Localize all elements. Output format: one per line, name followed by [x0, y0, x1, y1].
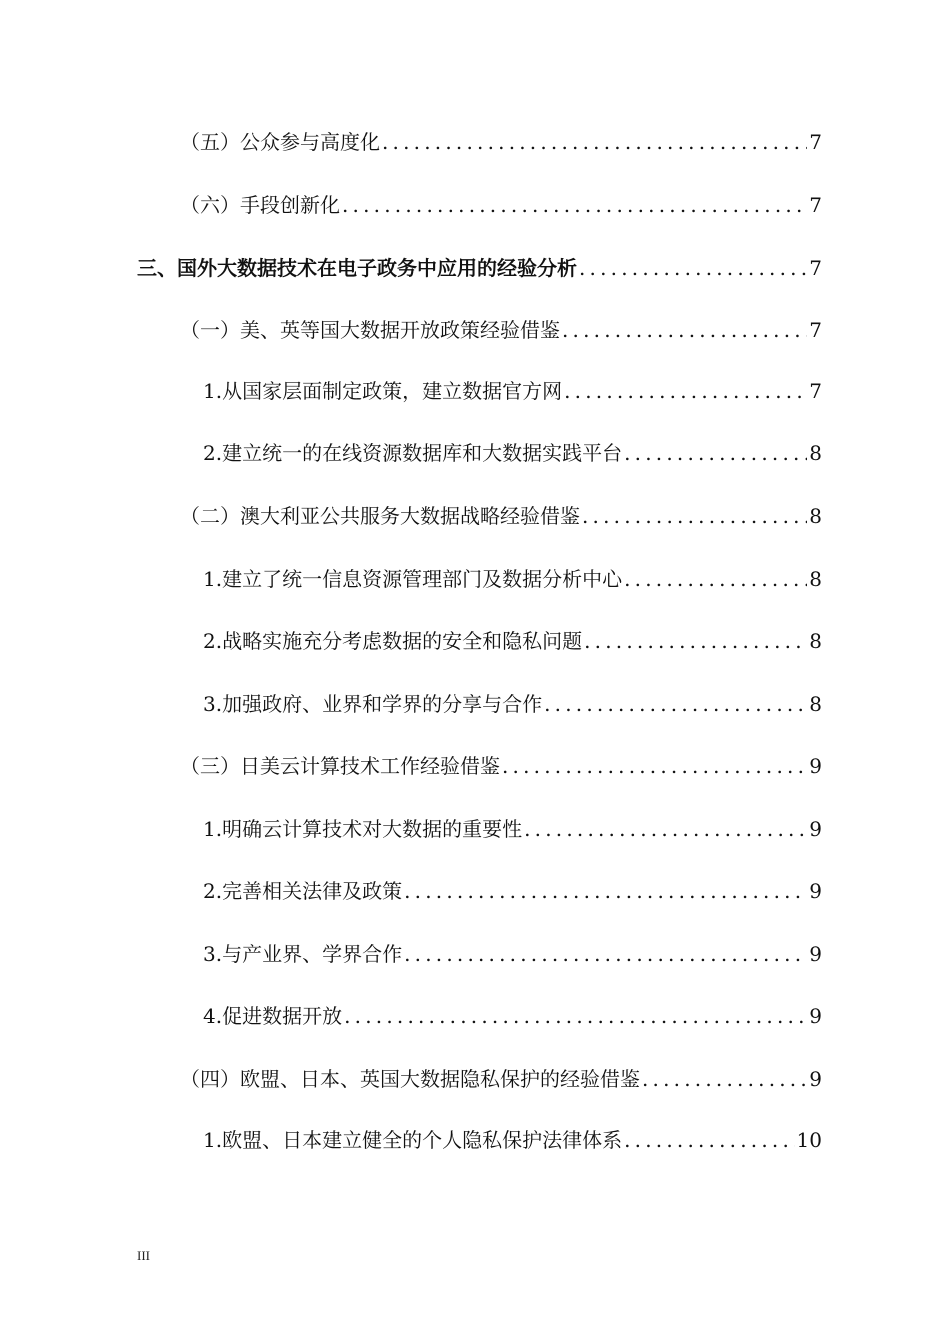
toc-entry-title: （二）澳大利亚公共服务大数据战略经验借鉴	[180, 504, 580, 528]
dot-leader	[624, 565, 807, 593]
toc-entry-title: （四）欧盟、日本、英国大数据隐私保护的经验借鉴	[180, 1067, 640, 1091]
toc-entry-title: 2.建立统一的在线资源数据库和大数据实践平台	[203, 441, 623, 465]
dot-leader	[382, 128, 807, 156]
dot-leader	[564, 377, 807, 405]
toc-page-number: 8	[809, 441, 822, 465]
toc-entry-title: （五）公众参与高度化	[180, 130, 380, 154]
toc-entry[interactable]	[180, 128, 822, 156]
toc-page-number: 9	[809, 879, 822, 903]
toc-entry-title: 4.促进数据开放	[203, 1004, 343, 1028]
toc-page-number: 7	[809, 379, 822, 403]
toc-subentry[interactable]	[203, 1002, 822, 1030]
toc-entry[interactable]	[180, 1065, 822, 1093]
page-number-footer: III	[137, 1248, 150, 1263]
toc-entry[interactable]	[180, 752, 822, 780]
toc-page-number: 9	[809, 942, 822, 966]
toc-subentry[interactable]	[203, 377, 822, 405]
toc-entry-title: 3.加强政府、业界和学界的分享与合作	[203, 692, 543, 716]
toc-entry-title: 三、国外大数据技术在电子政务中应用的经验分析	[137, 256, 577, 280]
toc-page-number: 9	[809, 754, 822, 778]
dot-leader	[582, 502, 807, 530]
toc-page-number: 7	[809, 193, 822, 217]
toc-entry[interactable]	[180, 191, 822, 219]
dot-leader	[642, 1065, 807, 1093]
dot-leader	[562, 316, 807, 344]
toc-page-number: 9	[809, 1004, 822, 1028]
toc-subentry[interactable]	[203, 1126, 822, 1154]
toc-page-number: 9	[809, 1067, 822, 1091]
toc-entry-title: 1.欧盟、日本建立健全的个人隐私保护法律体系	[203, 1128, 623, 1152]
toc-entry[interactable]	[180, 316, 822, 344]
toc-subentry[interactable]	[203, 627, 822, 655]
dot-leader	[404, 877, 807, 905]
toc-page-number: 8	[809, 692, 822, 716]
toc-entry-title: 2.完善相关法律及政策	[203, 879, 403, 903]
toc-entry-title: （一）美、英等国大数据开放政策经验借鉴	[180, 318, 560, 342]
dot-leader	[342, 191, 807, 219]
toc-entry[interactable]	[180, 502, 822, 530]
toc-entry-title: 1.从国家层面制定政策，建立数据官方网	[203, 379, 563, 403]
toc-subentry[interactable]	[203, 439, 822, 467]
toc-page-number: 9	[809, 817, 822, 841]
toc-subentry[interactable]	[203, 815, 822, 843]
toc-page-number: 8	[809, 629, 822, 653]
dot-leader	[579, 254, 807, 282]
toc-entry-title: 1.建立了统一信息资源管理部门及数据分析中心	[203, 567, 623, 591]
toc-entry-title: （六）手段创新化	[180, 193, 340, 217]
toc-page-number: 7	[809, 130, 822, 154]
dot-leader	[624, 1126, 794, 1154]
toc-entry-title: 1.明确云计算技术对大数据的重要性	[203, 817, 523, 841]
toc-subentry[interactable]	[203, 877, 822, 905]
toc-entry-title: 3.与产业界、学界合作	[203, 942, 403, 966]
dot-leader	[524, 815, 807, 843]
dot-leader	[624, 439, 807, 467]
dot-leader	[502, 752, 807, 780]
dot-leader	[404, 940, 807, 968]
toc-subentry[interactable]	[203, 565, 822, 593]
toc-page-number: 8	[809, 504, 822, 528]
dot-leader	[344, 1002, 807, 1030]
toc-page-number: 10	[796, 1128, 822, 1152]
toc-page-number: 8	[809, 567, 822, 591]
toc-entry-title: 2.战略实施充分考虑数据的安全和隐私问题	[203, 629, 583, 653]
toc-subentry[interactable]	[203, 940, 822, 968]
toc-chapter-entry[interactable]	[137, 254, 822, 282]
toc-entry-title: （三）日美云计算技术工作经验借鉴	[180, 754, 500, 778]
toc-page-number: 7	[809, 318, 822, 342]
toc-page-number: 7	[809, 256, 822, 280]
toc-subentry[interactable]	[203, 690, 822, 718]
dot-leader	[584, 627, 807, 655]
dot-leader	[544, 690, 807, 718]
